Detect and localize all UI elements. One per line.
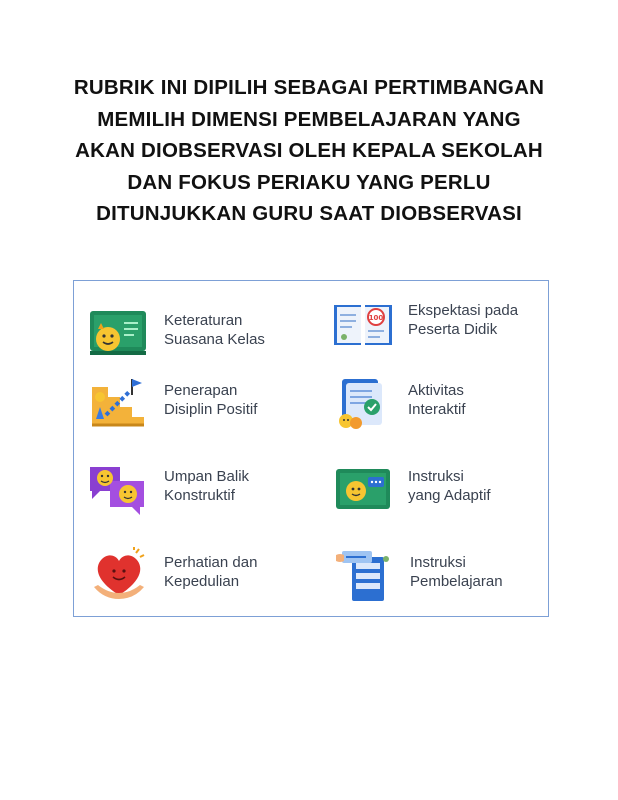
instruction-cards-icon bbox=[334, 547, 396, 603]
rubric-item-label bbox=[164, 311, 314, 349]
rubric-item-aktivitas bbox=[332, 375, 552, 431]
heart-in-hands-icon bbox=[88, 547, 150, 603]
title-line: DITUNJUKKAN GURU SAAT DIOBSERVASI bbox=[96, 202, 522, 225]
label-line: Pembelajaran bbox=[410, 573, 503, 590]
label-line: Suasana Kelas bbox=[164, 331, 265, 348]
label-line: Kepedulian bbox=[164, 573, 240, 590]
title-line: AKAN DIOBSERVASI OLEH KEPALA SEKOLAH bbox=[75, 139, 543, 162]
checklist-documents-icon bbox=[332, 375, 394, 431]
label-line: Umpan Balik bbox=[164, 468, 250, 485]
classroom-board-icon bbox=[88, 305, 150, 361]
title-line: MEMILIH DIMENSI PEMBELAJARAN YANG bbox=[97, 107, 521, 131]
rubric-item-instruksi-adaptif bbox=[332, 461, 552, 517]
rubric-card bbox=[73, 280, 549, 617]
rubric-item-perhatian bbox=[88, 547, 308, 603]
svg-text:100: 100 bbox=[368, 314, 384, 322]
label-line: Peserta Didik bbox=[408, 321, 498, 338]
label-line: Instruksi bbox=[408, 468, 464, 485]
rubric-item-label bbox=[164, 467, 314, 505]
rubric-item-umpan-balik bbox=[88, 461, 308, 517]
rubric-item-ekspektasi bbox=[332, 295, 552, 351]
label-line: Keteraturan bbox=[164, 312, 243, 329]
stairs-flag-icon bbox=[88, 375, 150, 431]
label-line: Perhatian dan bbox=[164, 554, 258, 571]
rubric-item-penerapan bbox=[88, 375, 308, 431]
label-line: Instruksi bbox=[410, 554, 466, 571]
page-title bbox=[60, 72, 558, 230]
title-line: RUBRIK INI DIPILIH SEBAGAI PERTIMBANGAN bbox=[73, 76, 545, 99]
label-line: Aktivitas bbox=[408, 382, 464, 399]
title-line: DAN FOKUS PERIAKU YANG PERLU bbox=[127, 170, 491, 194]
chat-bubbles-faces-icon bbox=[88, 461, 150, 517]
label-line: Ekspektasi pada bbox=[408, 302, 519, 319]
rubric-item-label bbox=[408, 381, 558, 419]
label-line: Disiplin Positif bbox=[164, 401, 258, 418]
label-line: Penerapan bbox=[164, 382, 238, 399]
label-line: yang Adaptif bbox=[408, 487, 491, 504]
rubric-item-label bbox=[164, 553, 314, 591]
rubric-item-label bbox=[408, 467, 558, 505]
rubric-item-label bbox=[164, 381, 314, 419]
label-line: Interaktif bbox=[408, 401, 466, 418]
rubric-item-label bbox=[408, 301, 558, 339]
rubric-item-keteraturan bbox=[88, 305, 308, 361]
label-line: Konstruktif bbox=[164, 487, 235, 504]
open-book-100-icon bbox=[332, 295, 394, 351]
chat-screen-face-icon bbox=[332, 461, 394, 517]
rubric-item-label bbox=[410, 553, 560, 591]
rubric-item-instruksi-pembelajaran bbox=[334, 547, 554, 603]
